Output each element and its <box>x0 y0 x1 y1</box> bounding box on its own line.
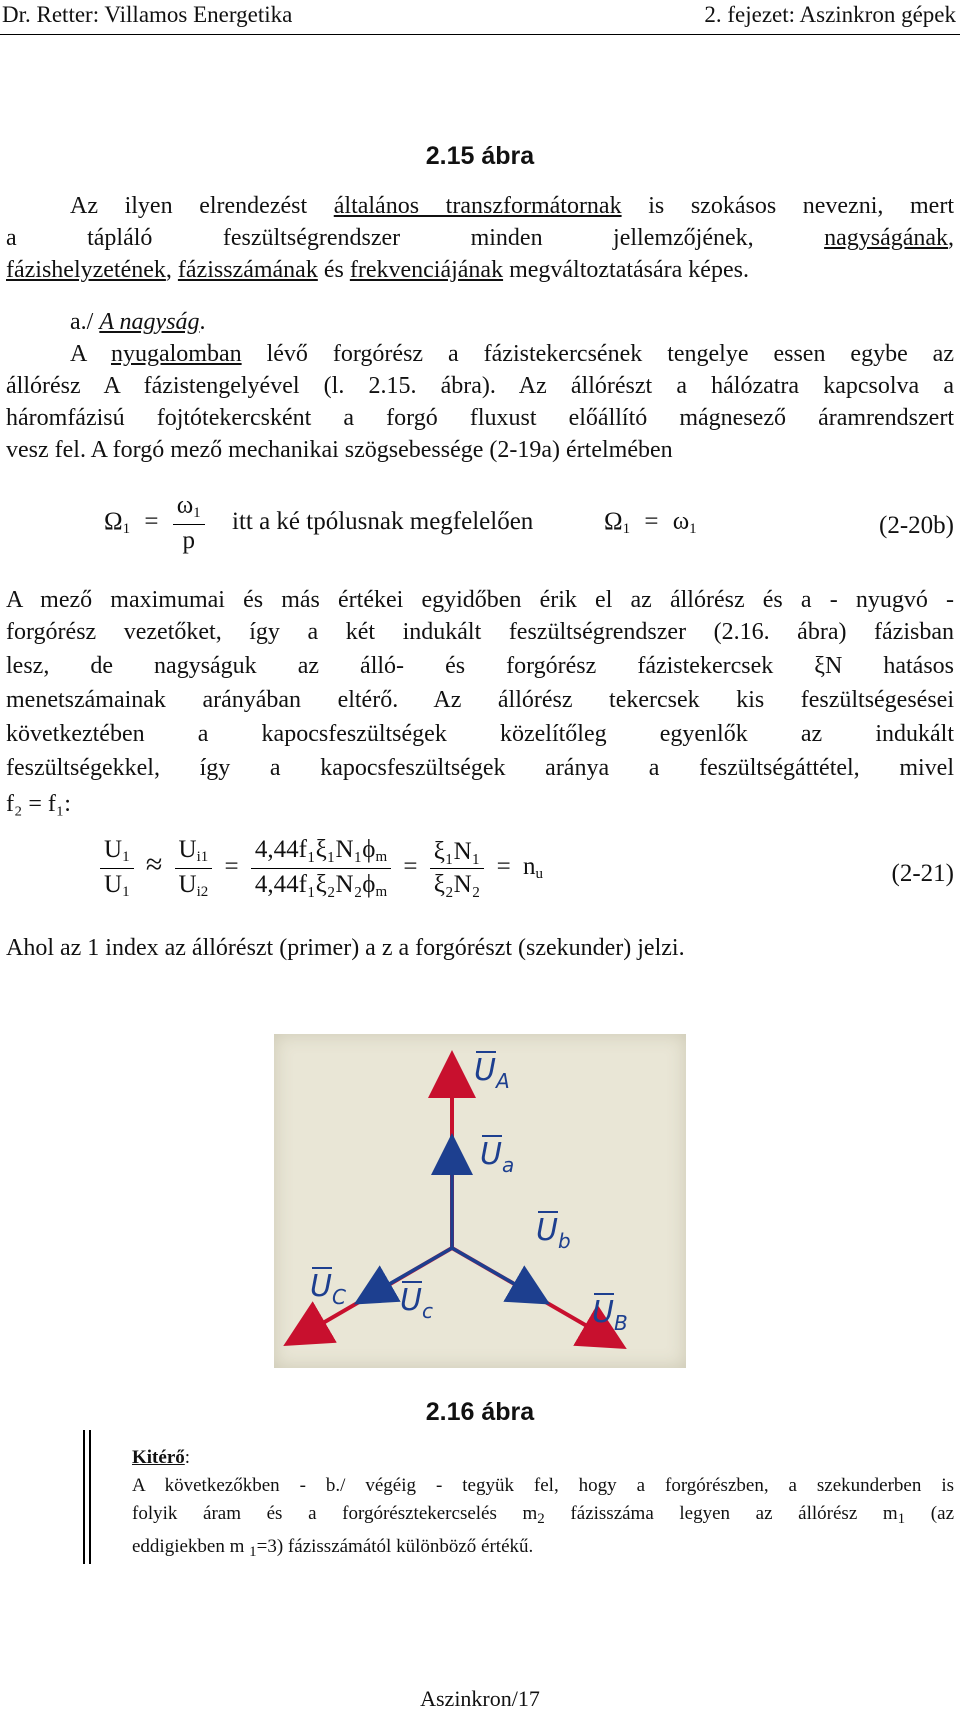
equation-number-2-20b: (2-20b) <box>879 512 954 539</box>
para2-line4: vesz fel. A forgó mező mechanikai szögsebessége (2-19a) értelmében <box>6 437 673 463</box>
phasor-figure-photo <box>274 1034 686 1368</box>
para3-line4: menetszámainak arányában eltérő. Az állórész tekercsek kis feszültségesései <box>6 687 954 713</box>
aside-bar-2 <box>89 1430 91 1564</box>
label-UA: $U_A$ <box>474 1053 510 1093</box>
para3-line7: f₂ = f₁: <box>6 791 71 817</box>
phasor-Ub <box>452 1248 532 1294</box>
aside-bar-1 <box>83 1430 85 1564</box>
link-nagysaganak: nagyságának <box>824 225 949 251</box>
link-altalanos-transzformator: általános transzformátornak <box>333 193 622 219</box>
link-frekvencia: frekvenciájának <box>349 257 504 283</box>
para3-line1: A mező maximumai és más értékei egyidőben érik el az állórész és a - nyugvó - <box>6 587 954 613</box>
phasor-diagram <box>274 1034 686 1368</box>
aside-line3: eddigiekben m $_1$=3) fázisszámától különböző értékű. <box>132 1536 534 1560</box>
equation-2-20b: $\Omega_1$ = $\frac{\omega_1}{p}$ <box>104 492 205 555</box>
link-nyugalomban: nyugalomban <box>110 341 242 367</box>
para3-line3: lesz, de nagyságuk az álló- és forgórész fázistekercsek ξN hatásos <box>6 653 954 679</box>
para1-line1: Az ilyen elrendezést általános transzformátornak is szokásos nevezni, mert <box>70 193 954 219</box>
page-footer: Aszinkron/17 <box>420 1686 540 1711</box>
equation-2-20b-rhs: $\Omega_1 = \omega_1$ <box>604 508 697 537</box>
aside-title: Kitérő: <box>132 1447 191 1468</box>
para2-line1: A nyugalomban lévő forgórész a fázistekercsének tengelye essen egybe az <box>70 341 954 367</box>
equation-number-2-21: (2-21) <box>891 860 954 887</box>
label-UC: $U_C$ <box>310 1269 346 1309</box>
equation-2-20b-text: itt a ké tpólusnak megfelelően <box>232 508 534 535</box>
page-header <box>0 0 960 35</box>
para4: Ahol az 1 index az állórészt (primer) a z a forgórészt (szekunder) jelzi. <box>6 935 685 961</box>
figure-caption-2-16: 2.16 ábra <box>425 1398 535 1426</box>
para2-line3: háromfázisú fojtótekercsként a forgó fluxust előállító mágnesező áramrendszert <box>6 405 954 431</box>
header-right: 2. fejezet: Aszinkron gépek <box>704 2 956 27</box>
para1-line2: a tápláló feszültségrendszer minden jellemzőjének, nagyságának, <box>6 225 955 251</box>
aside-box <box>132 1444 954 1566</box>
para3-line6: feszültségekkel, így a kapocsfeszültségek aránya a feszültségáttétel, mivel <box>6 755 954 781</box>
section-a-heading: a./ A nagyság. <box>70 309 206 335</box>
header-left: Dr. Retter: Villamos Energetika <box>2 2 293 27</box>
para3-line5: következtében a kapocsfeszültségek közelítőleg egyenlők az indukált <box>6 721 954 747</box>
label-Ub: $U_b$ <box>536 1213 571 1253</box>
link-fazishelyzet: fázishelyzetének <box>6 257 166 283</box>
aside-line2: folyik áram és a forgórésztekercselés $m_2$ fázisszáma legyen az állórész $m_1$ (az <box>132 1503 954 1527</box>
para1-line3: fázishelyzetének, fázisszámának és frekvenciájának megváltoztatására képes. <box>6 257 749 283</box>
label-Ua: $U_a$ <box>480 1137 515 1177</box>
label-UB: $U_B$ <box>592 1295 628 1335</box>
para3-line2: forgórész vezetőket, így a két indukált feszültségrendszer (2.16. ábra) fázisban <box>6 619 954 645</box>
figure-caption-2-15: 2.15 ábra <box>425 142 535 170</box>
section-a-title: A nagyság <box>99 309 200 335</box>
equation-2-21: $\frac{U_1}{U_1}$ ≈ $\frac{U_{i1}}{U_{i2}}$ = $\frac{4,44f_1\xi_1N_1\phi_m}{4,44f_1\xi_2N_2\phi_m}$ = $\frac{\text{ξ₁N₁}}{\text{ξ₂N₂}}$ = $n_u$ <box>100 836 543 901</box>
link-fazisszam: fázisszámának <box>177 257 318 283</box>
label-Uc: $U_c$ <box>400 1283 433 1323</box>
para2-line2: állórész A fázistengelyével (l. 2.15. ábra). Az állórészt a hálózatra kapcsolva a <box>6 373 954 399</box>
aside-line1: A következőkben - b./ végéig - tegyük fel, hogy a forgórészben, a szekunderben is <box>132 1475 954 1496</box>
